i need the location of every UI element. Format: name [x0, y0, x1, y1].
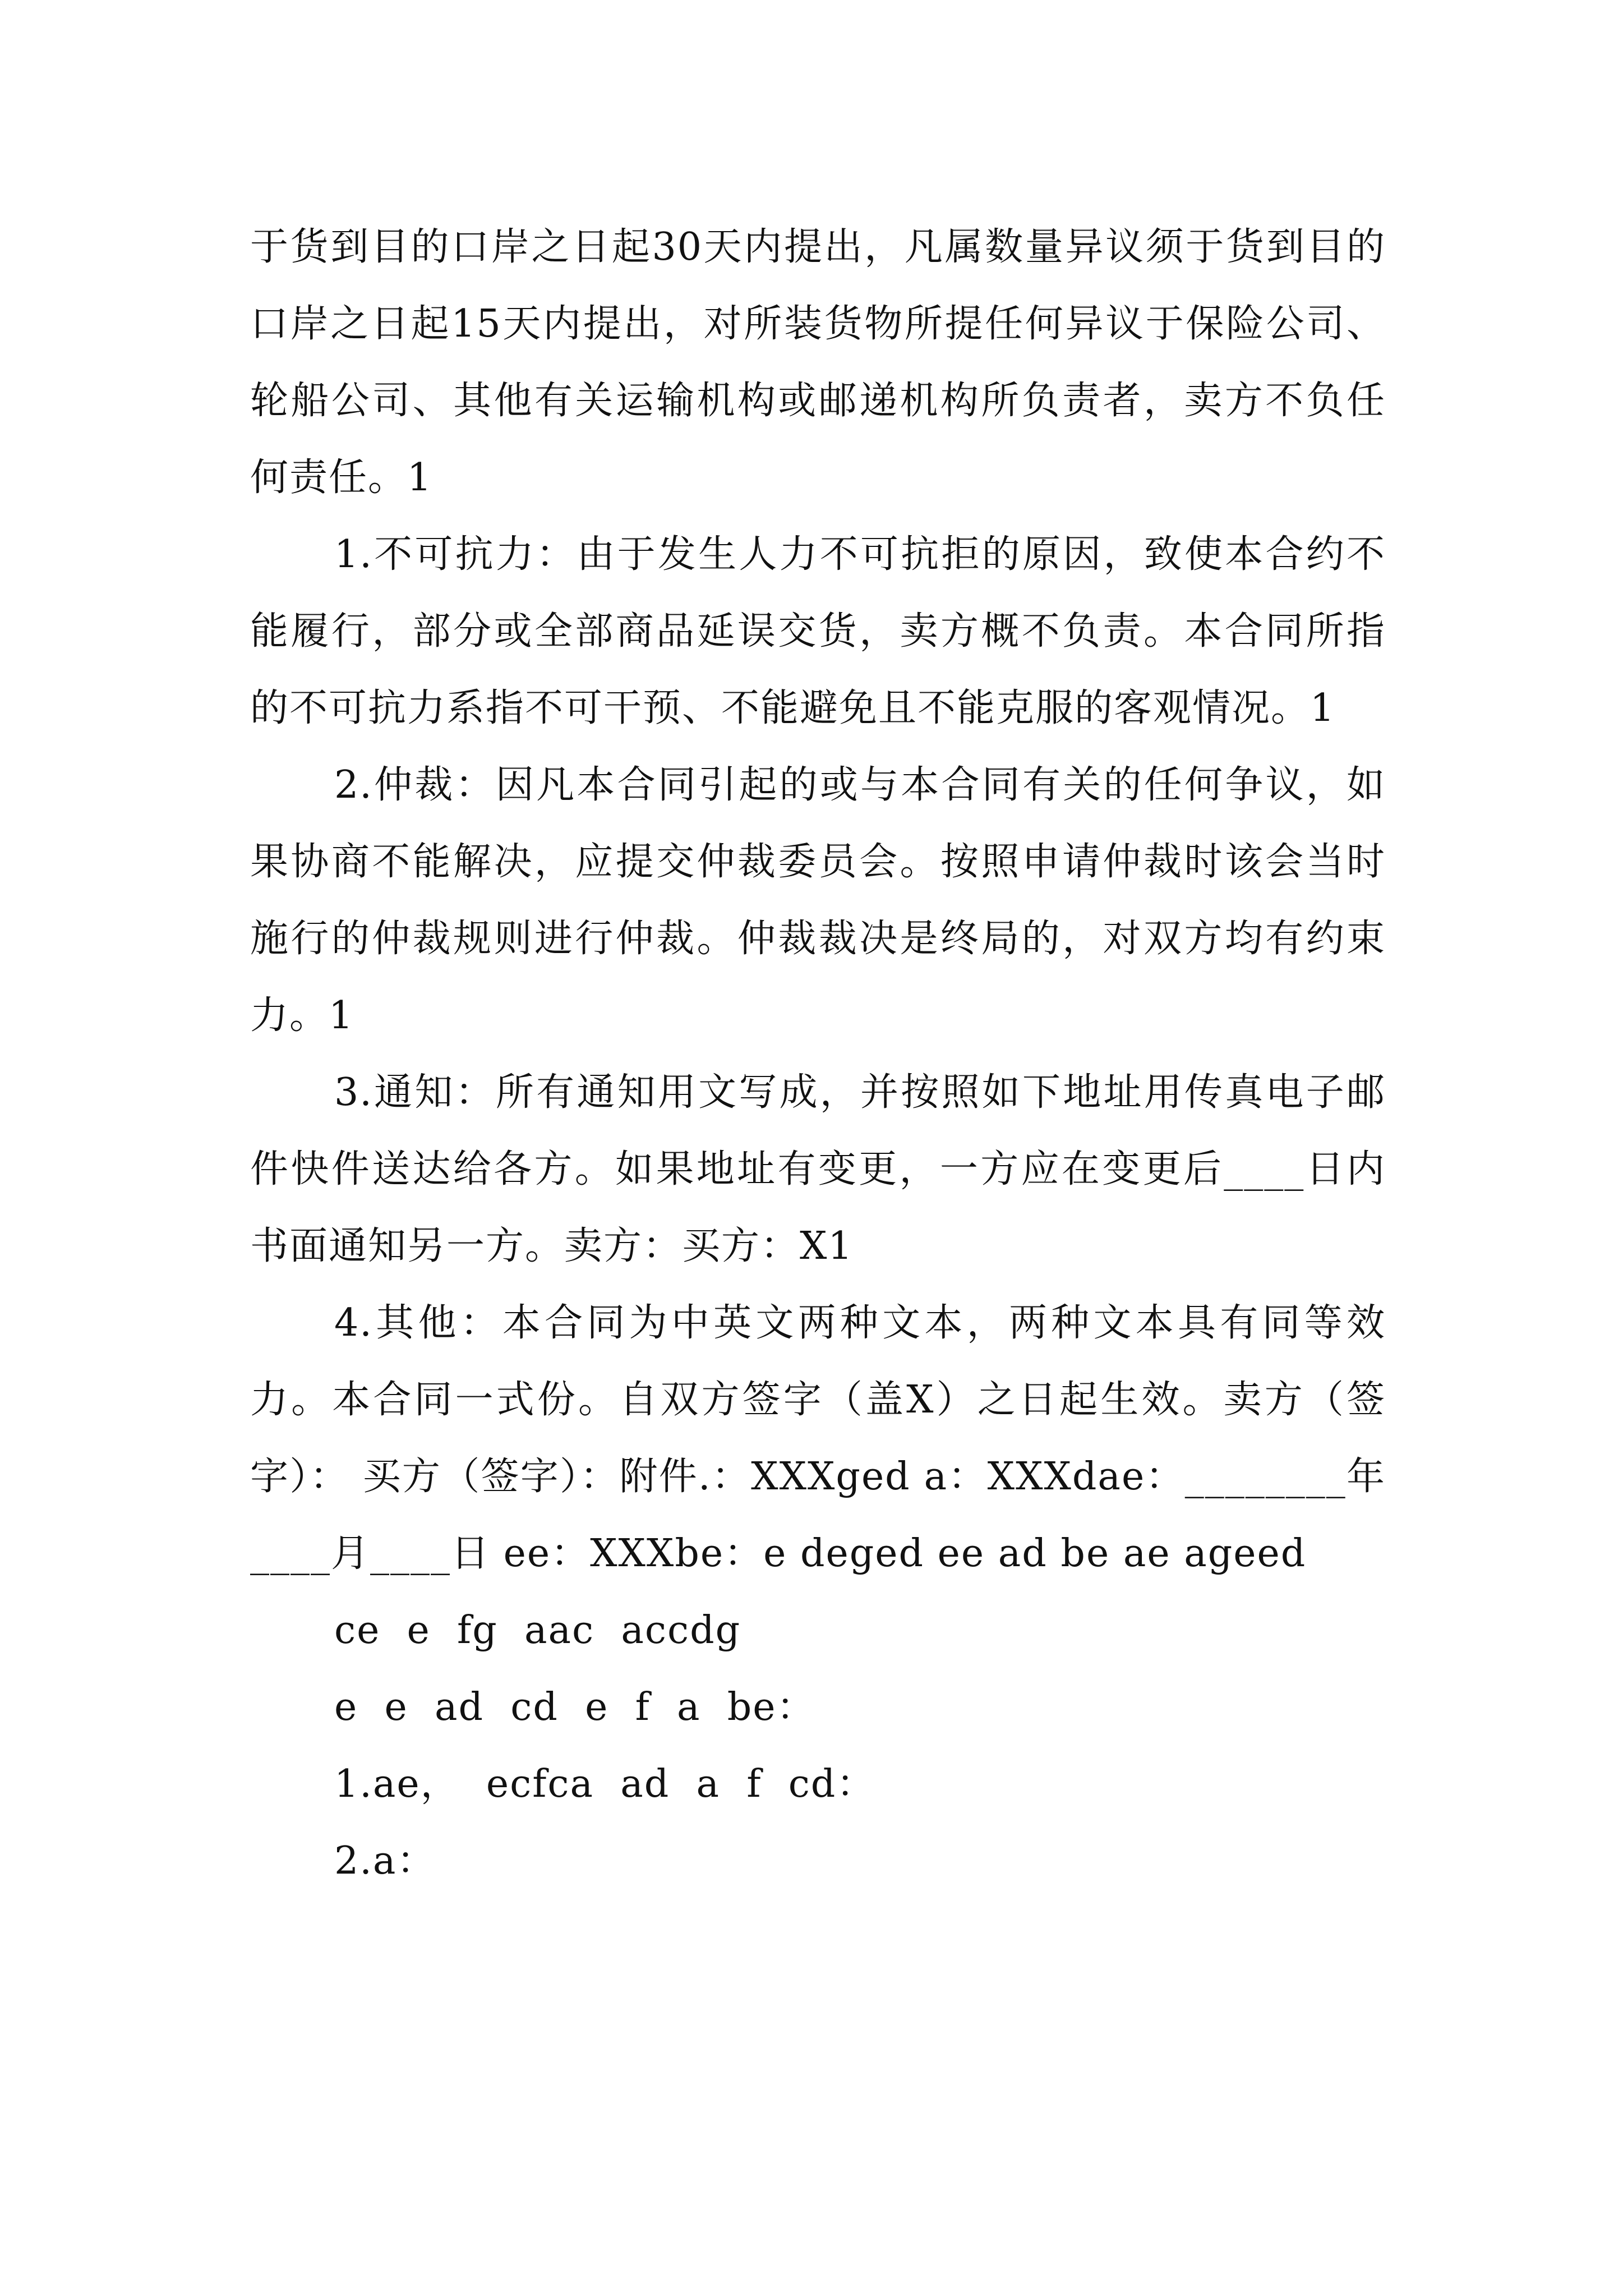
paragraph-claims: 于货到目的口岸之日起30天内提出，凡属数量异议须于货到目的口岸之日起15天内提出，对所装货物所提任何异议于保险公司、轮船公司、其他有关运输机构或邮递机构所负责者，卖方不负任何责任。1: [250, 225, 1386, 500]
paragraph-english-line-4: 2.a：: [334, 1839, 436, 1883]
paragraph-other: 4.其他：本合同为中英文两种文本，两种文本具有同等效力。本合同一式份。自双方签字（盖X）之日起生效。卖方（签字）： 买方（签字）：附件.：XXXged a：XXXdae：________年____月____日 ee：XXXbe：e deged ee ad be ae ageed: [250, 1301, 1386, 1576]
document-body: [250, 209, 1386, 1899]
paragraph-force-majeure: 1.不可抗力：由于发生人力不可抗拒的原因，致使本合约不能履行，部分或全部商品延误交货，卖方概不负责。本合同所指的不可抗力系指不可干预、不能避免且不能克服的客观情况。1: [250, 532, 1386, 730]
paragraph-notice: 3.通知：所有通知用文写成，并按照如下地址用传真电子邮件快件送达给各方。如果地址有变更，一方应在变更后____日内书面通知另一方。卖方：买方：X1: [250, 1070, 1386, 1268]
paragraph-arbitration: 2.仲裁：因凡本合同引起的或与本合同有关的任何争议，如果协商不能解决，应提交仲裁委员会。按照申请仲裁时该会当时施行的仲裁规则进行仲裁。仲裁裁决是终局的，对双方均有约束力。1: [250, 763, 1386, 1038]
paragraph-english-line-3: 1.ae， ecfca ad a f cd：: [334, 1762, 876, 1806]
paragraph-english-line-2: e e ad cd e f a be：: [334, 1685, 816, 1729]
paragraph-english-line-1: ce e fg aac accdg: [334, 1608, 741, 1653]
